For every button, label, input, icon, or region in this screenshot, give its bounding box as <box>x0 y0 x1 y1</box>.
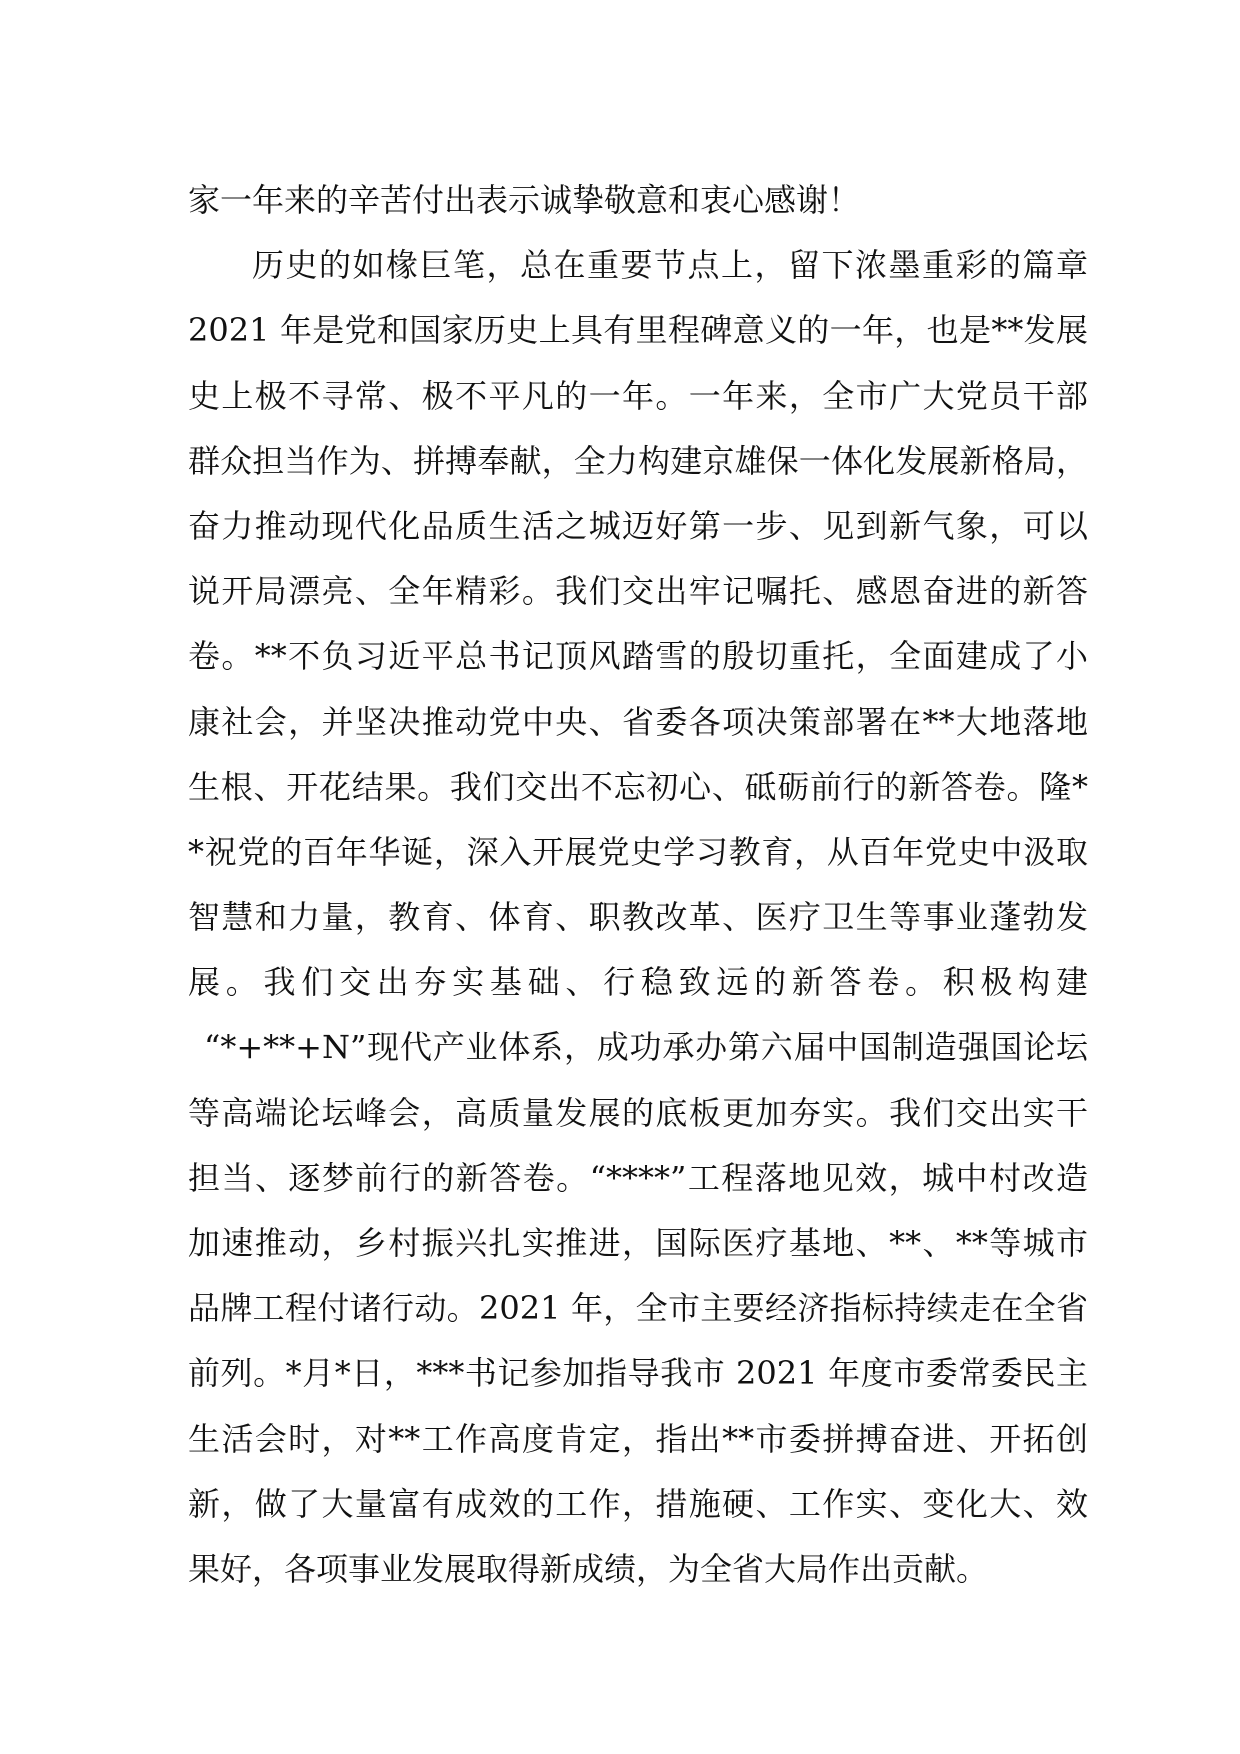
text-line: 新，做了大量富有成效的工作，措施硬、工作实、变化大、效 <box>188 1484 1088 1523</box>
text-line: 等高端论坛峰会，高质量发展的底板更加夯实。我们交出实干 <box>188 1093 1088 1132</box>
text-line: 生活会时，对**工作高度肯定，指出**市委拼搏奋进、开拓创 <box>188 1419 1088 1458</box>
text-line: 史上极不寻常、极不平凡的一年。一年来，全市广大党员干部 <box>188 376 1088 415</box>
text-line: 康社会，并坚决推动党中央、省委各项决策部署在**大地落地 <box>188 702 1088 741</box>
text-line: 群众担当作为、拼搏奉献，全力构建京雄保一体化发展新格局， <box>188 441 1088 480</box>
text-line: 生根、开花结果。我们交出不忘初心、砥砺前行的新答卷。隆* <box>188 767 1088 806</box>
text-line: 展。我们交出夯实基础、行稳致远的新答卷。积极构建 <box>188 963 1088 1002</box>
text-line: 智慧和力量，教育、体育、职教改革、医疗卫生等事业蓬勃发 <box>188 898 1088 937</box>
text-line: *祝党的百年华诞，深入开展党史学习教育，从百年党史中汲取 <box>188 832 1088 871</box>
text-line: 前列。*月*日，***书记参加指导我市 2021 年度市委常委民主 <box>188 1354 1088 1393</box>
paragraph-last-line: 果好，各项事业发展取得新成绩，为全省大局作出贡献。 <box>188 1549 989 1588</box>
text-line: 家一年来的辛苦付出表示诚挚敬意和衷心感谢！ <box>188 181 861 219</box>
text-line: 奋力推动现代化品质生活之城迈好第一步、见到新气象，可以 <box>188 506 1088 545</box>
text-line: 说开局漂亮、全年精彩。我们交出牢记嘱托、感恩奋进的新答 <box>188 572 1088 611</box>
body-text <box>188 168 1088 1602</box>
text-line: 加速推动，乡村振兴扎实推进，国际医疗基地、**、**等城市 <box>188 1224 1088 1262</box>
paragraph-first-line: 历史的如椽巨笔，总在重要节点上，留下浓墨重彩的篇章 <box>252 246 1088 285</box>
text-line: 2021 年是党和国家历史上具有里程碑意义的一年，也是**发展 <box>188 311 1088 350</box>
text-line: “*+**+N”现代产业体系，成功承办第六届中国制造强国论坛 <box>204 1028 1088 1067</box>
text-line: 担当、逐梦前行的新答卷。“****”工程落地见效，城中村改造 <box>188 1158 1088 1197</box>
text-line: 卷。**不负习近平总书记顶风踏雪的殷切重托，全面建成了小 <box>188 637 1088 676</box>
text-line: 品牌工程付诸行动。2021 年，全市主要经济指标持续走在全省 <box>188 1289 1088 1328</box>
